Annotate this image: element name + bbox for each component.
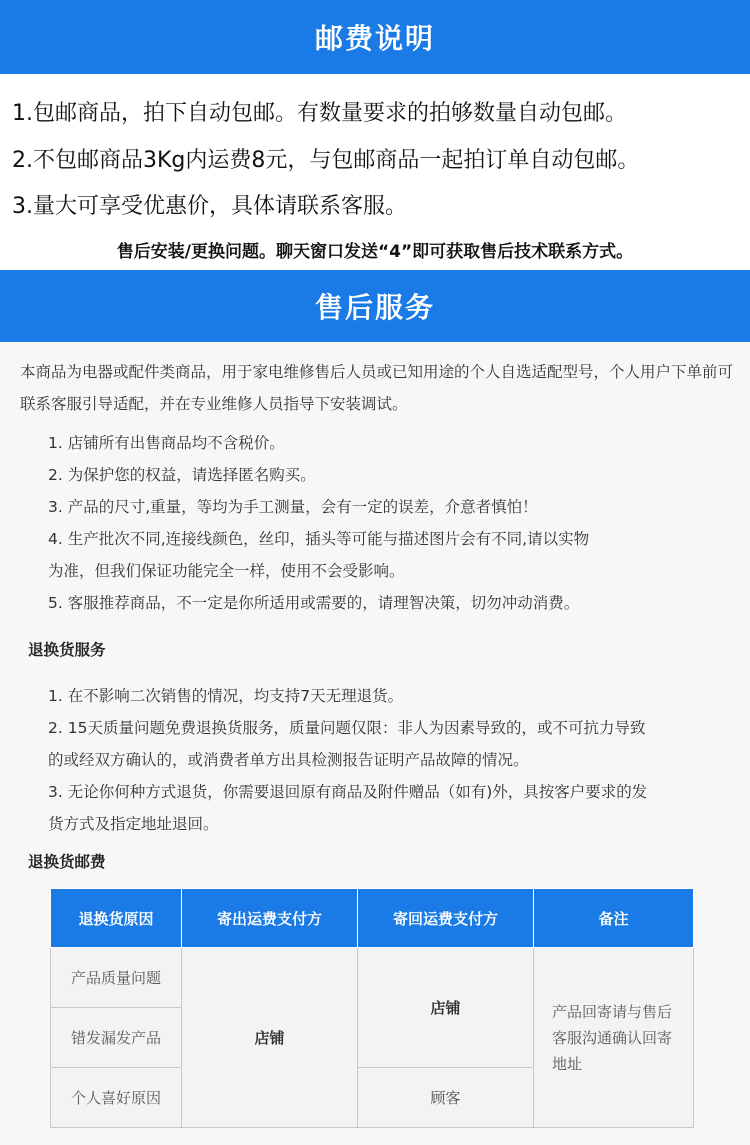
shipping-title: 邮费说明 [314, 22, 435, 55]
fees-title: 退换货邮费 [28, 853, 106, 871]
aftersale-item-4-cont: 为准，但我们保证功能完全一样，使用不会受影响。 [48, 562, 405, 580]
aftersale-item-1: 1. 店铺所有出售商品均不含税价。 [48, 434, 285, 452]
reason-wrong-item: 错发漏发产品 [51, 1008, 182, 1068]
returns-title: 退换货服务 [28, 641, 106, 659]
returns-item-2: 2. 15天质量问题免费退换货服务，质量问题仅限：非人为因素导致的，或不可抗力导致 [48, 719, 646, 737]
aftersale-title: 售后服务 [314, 291, 435, 324]
header-reason: 退换货原因 [51, 889, 182, 948]
returns-item-3-cont: 货方式及指定地址退回。 [48, 815, 219, 833]
reason-quality: 产品质量问题 [51, 948, 182, 1008]
header-remark: 备注 [534, 889, 694, 948]
aftersale-item-4: 4. 生产批次不同,连接线颜色，丝印，插头等可能与描述图片会有不同,请以实物 [48, 530, 590, 548]
shipping-banner [0, 0, 750, 74]
returns-item-1: 1. 在不影响二次销售的情况，均支持7天无理退货。 [48, 687, 404, 705]
returns-item-2-cont: 的或经双方确认的，或消费者单方出具检测报告证明产品故障的情况。 [48, 751, 529, 769]
table-header-row [51, 889, 694, 948]
return-payer-customer-cell: 顾客 [358, 1068, 534, 1128]
remark-cell: 产品回寄请与售后客服沟通确认回寄地址 [534, 948, 694, 1128]
reason-personal: 个人喜好原因 [51, 1068, 182, 1128]
header-return-payer: 寄回运费支付方 [358, 889, 534, 948]
shipping-note: 售后安装/更换问题。聊天窗口发送“4”即可获取售后技术联系方式。 [116, 242, 634, 262]
return-fee-table [50, 888, 694, 1128]
aftersale-item-2: 2. 为保护您的权益，请选择匿名购买。 [48, 466, 316, 484]
send-payer-cell: 店铺 [182, 948, 358, 1128]
shipping-line-3: 3.量大可享受优惠价，具体请联系客服。 [12, 194, 407, 219]
aftersale-banner [0, 270, 750, 342]
aftersale-intro: 本商品为电器或配件类商品，用于家电维修售后人员或已知用途的个人自选适配型号，个人用户下单前可联系客服引导适配，并在专业维修人员指导下安装调试。 [20, 363, 734, 413]
header-send-payer: 寄出运费支付方 [182, 889, 358, 948]
shipping-line-2: 2.不包邮商品3Kg内运费8元，与包邮商品一起拍订单自动包邮。 [12, 148, 640, 173]
returns-item-3: 3. 无论你何种方式退货，你需要退回原有商品及附件赠品（如有)外，具按客户要求的发 [48, 783, 648, 801]
aftersale-item-5: 5. 客服推荐商品，不一定是你所适用或需要的，请理智决策，切勿冲动消费。 [48, 594, 580, 612]
table-row [51, 948, 694, 1008]
aftersale-item-3: 3. 产品的尺寸,重量，等均为手工测量，会有一定的误差，介意者慎怕！ [48, 498, 538, 516]
shipping-line-1: 1.包邮商品，拍下自动包邮。有数量要求的拍够数量自动包邮。 [12, 101, 627, 126]
return-payer-shop-cell: 店铺 [358, 948, 534, 1068]
